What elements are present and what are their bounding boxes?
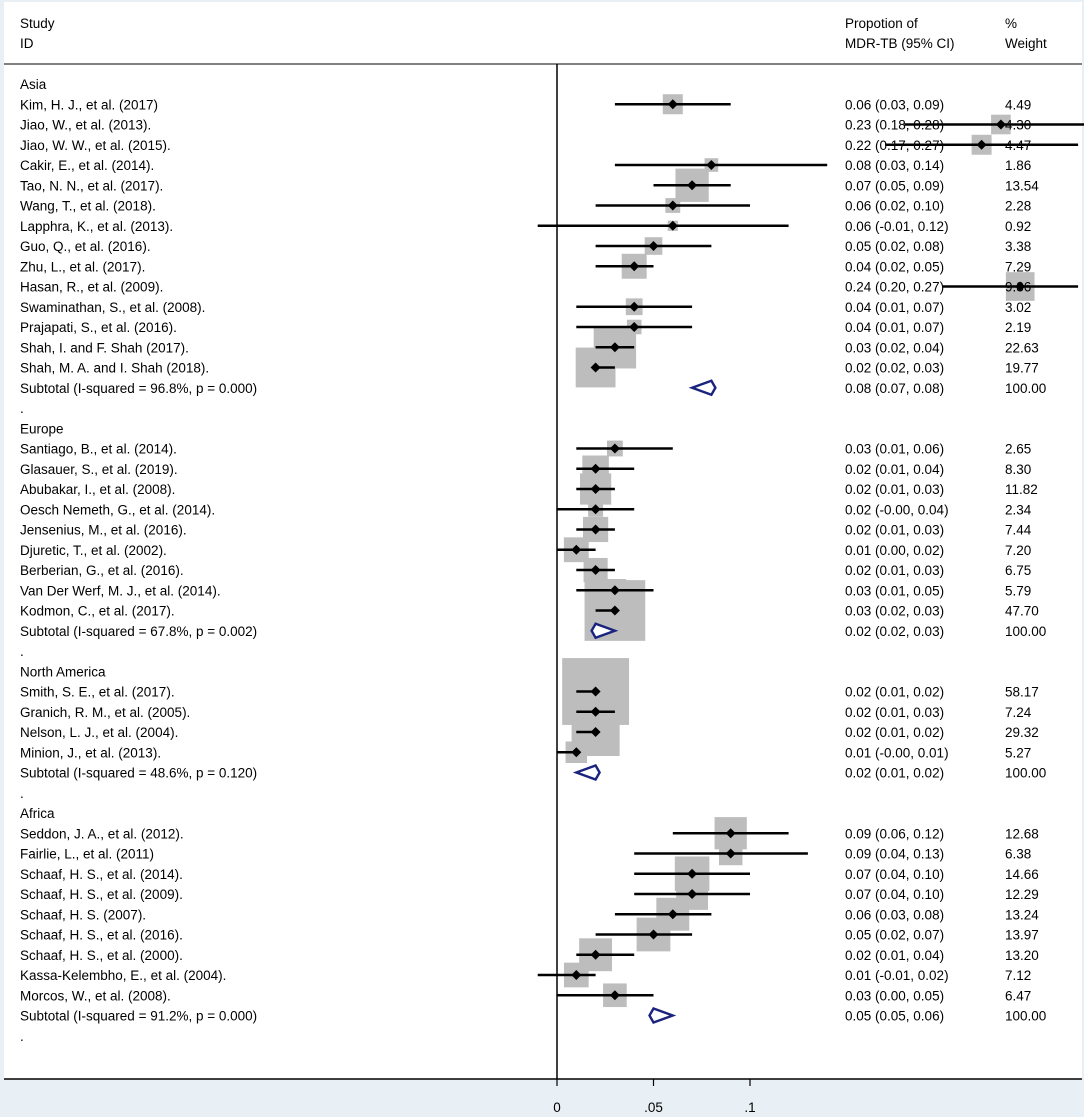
study-label: Schaaf, H. S. (2007). — [20, 907, 147, 923]
x-tick-label: 0 — [553, 1100, 561, 1115]
study-label: Abubakar, I., et al. (2008). — [20, 482, 176, 497]
weight-text: 3.38 — [1005, 239, 1032, 254]
weight-text: 2.28 — [1005, 198, 1032, 214]
study-label: Glasauer, S., et al. (2019). — [20, 461, 178, 477]
group-label: North America — [20, 664, 106, 680]
es-text: 0.06 (0.03, 0.08) — [845, 907, 945, 923]
es-text: 0.03 (0.01, 0.05) — [845, 583, 945, 599]
weight-text: 100.00 — [1005, 623, 1047, 639]
weight-text: 7.44 — [1005, 522, 1032, 538]
study-label: Oesch Nemeth, G., et al. (2014). — [20, 502, 216, 518]
study-label: Prajapati, S., et al. (2016). — [20, 320, 177, 335]
header-es-ci: MDR-TB (95% CI) — [845, 36, 955, 51]
study-label: Guo, Q., et al. (2016). — [20, 239, 151, 254]
weight-text: 29.32 — [1005, 725, 1039, 740]
subtotal-label: Subtotal (I-squared = 91.2%, p = 0.000) — [20, 1008, 258, 1024]
study-label: Santiago, B., et al. (2014). — [20, 441, 177, 457]
weight-text: 1.86 — [1005, 158, 1032, 173]
header-es: Propotion of — [845, 16, 918, 31]
study-label: Van Der Werf, M. J., et al. (2014). — [20, 583, 221, 599]
es-text: 0.05 (0.02, 0.08) — [845, 239, 945, 254]
weight-text: 2.65 — [1005, 441, 1032, 457]
weight-text: 7.20 — [1005, 542, 1032, 558]
es-text: 0.23 (0.18, 0.28) — [845, 117, 945, 133]
es-text: 0.01 (-0.00, 0.01) — [845, 745, 949, 761]
weight-text: 100.00 — [1005, 765, 1047, 781]
weight-text: 100.00 — [1005, 380, 1047, 396]
group-label: Asia — [20, 77, 47, 92]
dot-label: . — [20, 1028, 24, 1044]
study-label: Smith, S. E., et al. (2017). — [20, 684, 175, 700]
es-text: 0.02 (0.01, 0.04) — [845, 461, 945, 477]
weight-text: 4.30 — [1005, 117, 1032, 133]
es-text: 0.04 (0.01, 0.07) — [845, 320, 945, 335]
x-tick-label: .05 — [644, 1100, 663, 1115]
study-label: Schaaf, H. S., et al. (2016). — [20, 927, 183, 943]
weight-text: 58.17 — [1005, 684, 1039, 700]
weight-text: 13.97 — [1005, 927, 1039, 943]
weight-text: 6.47 — [1005, 988, 1032, 1004]
study-label: Fairlie, L., et al. (2011) — [20, 846, 155, 862]
weight-text: 2.34 — [1005, 502, 1032, 518]
header-study: Study — [20, 16, 55, 31]
dot-label: . — [20, 785, 24, 801]
dot-label: . — [20, 644, 24, 659]
es-text: 0.04 (0.02, 0.05) — [845, 259, 945, 275]
es-text: 0.09 (0.06, 0.12) — [845, 826, 945, 842]
weight-text: 7.29 — [1005, 259, 1032, 275]
es-text: 0.06 (-0.01, 0.12) — [845, 218, 949, 234]
group-label: Africa — [20, 806, 55, 821]
weight-text: 3.02 — [1005, 299, 1032, 315]
header-id: ID — [20, 36, 34, 51]
subtotal-label: Subtotal (I-squared = 48.6%, p = 0.120) — [20, 765, 258, 781]
weight-text: 8.30 — [1005, 461, 1032, 477]
es-text: 0.02 (0.01, 0.02) — [845, 725, 945, 740]
es-text: 0.22 (0.17, 0.27) — [845, 137, 945, 153]
es-text: 0.01 (-0.01, 0.02) — [845, 968, 949, 983]
study-label: Shah, M. A. and I. Shah (2018). — [20, 360, 210, 376]
es-text: 0.08 (0.03, 0.14) — [845, 158, 945, 173]
study-label: Shah, I. and F. Shah (2017). — [20, 340, 189, 356]
study-label: Schaaf, H. S., et al. (2014). — [20, 866, 183, 882]
es-text: 0.06 (0.03, 0.09) — [845, 97, 945, 113]
es-text: 0.02 (0.01, 0.04) — [845, 947, 945, 963]
header-weight: Weight — [1005, 36, 1047, 51]
weight-text: 19.77 — [1005, 360, 1039, 376]
study-label: Schaaf, H. S., et al. (2000). — [20, 947, 183, 963]
weight-text: 6.38 — [1005, 846, 1032, 862]
weight-text: 0.92 — [1005, 218, 1032, 234]
es-text: 0.08 (0.07, 0.08) — [845, 380, 945, 396]
study-label: Nelson, L. J., et al. (2004). — [20, 725, 179, 740]
es-text: 0.09 (0.04, 0.13) — [845, 846, 945, 862]
es-text: 0.02 (0.01, 0.03) — [845, 522, 945, 538]
weight-text: 2.19 — [1005, 320, 1032, 335]
es-text: 0.03 (0.00, 0.05) — [845, 988, 945, 1004]
subtotal-label: Subtotal (I-squared = 96.8%, p = 0.000) — [20, 380, 258, 396]
weight-text: 14.66 — [1005, 866, 1039, 882]
study-label: Minion, J., et al. (2013). — [20, 745, 162, 761]
study-label: Tao, N. N., et al. (2017). — [20, 178, 164, 194]
study-label: Granich, R. M., et al. (2005). — [20, 704, 191, 720]
study-label: Kodmon, C., et al. (2017). — [20, 603, 175, 619]
weight-text: 47.70 — [1005, 603, 1039, 619]
es-text: 0.02 (0.01, 0.02) — [845, 684, 945, 700]
study-label: Morcos, W., et al. (2008). — [20, 988, 171, 1004]
group-label: Europe — [20, 421, 64, 437]
weight-text: 13.24 — [1005, 907, 1039, 923]
weight-text: 100.00 — [1005, 1008, 1047, 1024]
es-text: 0.02 (0.02, 0.03) — [845, 623, 945, 639]
es-text: 0.05 (0.05, 0.06) — [845, 1008, 945, 1024]
es-text: 0.02 (0.02, 0.03) — [845, 360, 945, 376]
es-text: 0.02 (0.01, 0.02) — [845, 765, 945, 781]
es-text: 0.07 (0.05, 0.09) — [845, 178, 945, 194]
es-text: 0.24 (0.20, 0.27) — [845, 279, 945, 295]
dot-label: . — [20, 401, 24, 416]
es-text: 0.02 (0.01, 0.03) — [845, 563, 945, 578]
weight-text: 12.68 — [1005, 826, 1039, 842]
weight-text: 11.82 — [1005, 482, 1038, 497]
weight-text: 5.27 — [1005, 745, 1032, 761]
weight-text: 7.24 — [1005, 704, 1032, 720]
study-label: Hasan, R., et al. (2009). — [20, 279, 164, 295]
weight-text: 7.12 — [1005, 968, 1032, 983]
es-text: 0.02 (0.01, 0.03) — [845, 482, 945, 497]
weight-text: 6.75 — [1005, 563, 1032, 578]
study-label: Kassa-Kelembho, E., et al. (2004). — [20, 968, 227, 983]
subtotal-label: Subtotal (I-squared = 67.8%, p = 0.002) — [20, 623, 258, 639]
study-label: Cakir, E., et al. (2014). — [20, 158, 155, 173]
study-label: Jensenius, M., et al. (2016). — [20, 522, 187, 538]
es-text: 0.03 (0.02, 0.03) — [845, 603, 945, 619]
study-label: Jiao, W. W., et al. (2015). — [20, 137, 171, 153]
es-text: 0.03 (0.02, 0.04) — [845, 340, 945, 356]
weight-text: 5.79 — [1005, 583, 1032, 599]
weight-text: 4.47 — [1005, 137, 1032, 153]
weight-text: 13.54 — [1005, 178, 1039, 194]
study-label: Zhu, L., et al. (2017). — [20, 259, 146, 275]
study-label: Berberian, G., et al. (2016). — [20, 563, 184, 578]
weight-text: 12.29 — [1005, 887, 1039, 902]
weight-text: 4.49 — [1005, 97, 1032, 113]
es-text: 0.02 (0.01, 0.03) — [845, 704, 945, 720]
weight-text: 22.63 — [1005, 340, 1039, 356]
es-text: 0.04 (0.01, 0.07) — [845, 299, 945, 315]
es-text: 0.02 (-0.00, 0.04) — [845, 502, 949, 518]
study-label: Kim, H. J., et al. (2017) — [20, 97, 159, 113]
study-label: Schaaf, H. S., et al. (2009). — [20, 887, 183, 902]
es-text: 0.03 (0.01, 0.06) — [845, 441, 945, 457]
es-text: 0.01 (0.00, 0.02) — [845, 542, 945, 558]
study-label: Swaminathan, S., et al. (2008). — [20, 299, 206, 315]
header-weight-pct: % — [1005, 16, 1018, 31]
es-text: 0.07 (0.04, 0.10) — [845, 866, 945, 882]
x-tick-label: .1 — [744, 1100, 756, 1115]
weight-text: 13.20 — [1005, 947, 1039, 963]
es-text: 0.05 (0.02, 0.07) — [845, 927, 945, 943]
study-label: Wang, T., et al. (2018). — [20, 198, 156, 214]
study-label: Jiao, W., et al. (2013). — [20, 117, 152, 133]
study-label: Lapphra, K., et al. (2013). — [20, 218, 174, 234]
study-label: Djuretic, T., et al. (2002). — [20, 542, 167, 558]
es-text: 0.06 (0.02, 0.10) — [845, 198, 945, 214]
es-text: 0.07 (0.04, 0.10) — [845, 887, 945, 902]
study-label: Seddon, J. A., et al. (2012). — [20, 826, 184, 842]
weight-text: 9.86 — [1005, 279, 1032, 295]
